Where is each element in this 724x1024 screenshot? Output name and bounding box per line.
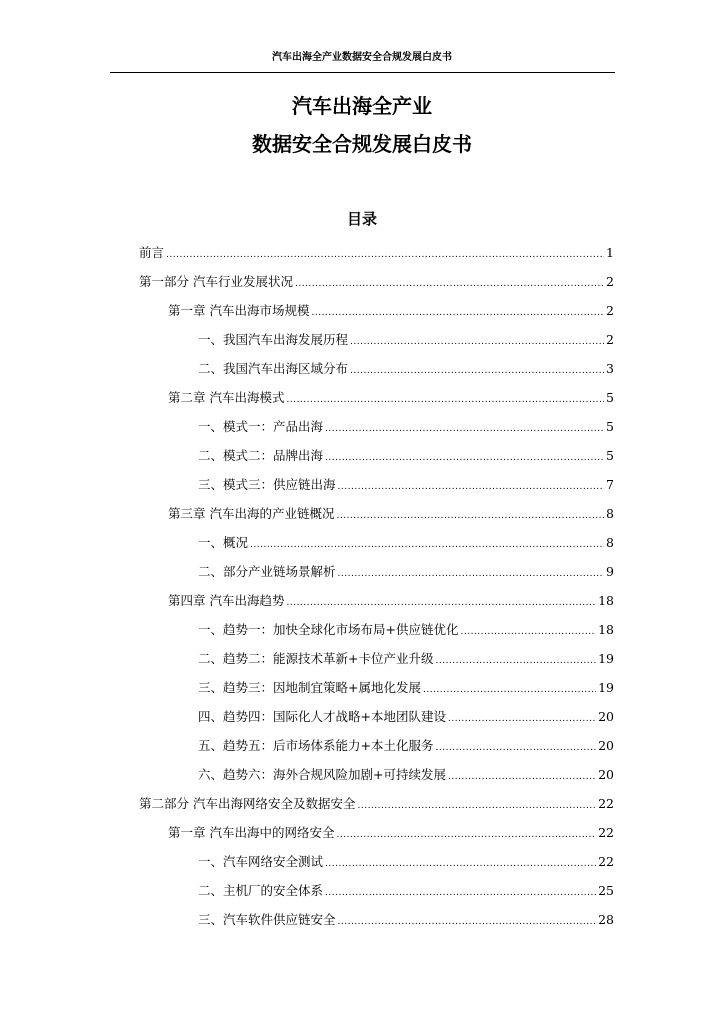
running-header: 汽车出海全产业数据安全合规发展白皮书 xyxy=(272,52,452,63)
toc-entry-label: 五、趋势五：后市场体系能力+本土化服务 xyxy=(198,738,434,753)
toc-leader-dots xyxy=(325,420,604,438)
toc-entry-page: 25 xyxy=(598,883,614,898)
toc-entry-page: 9 xyxy=(606,564,614,579)
toc-entry-page: 19 xyxy=(598,680,614,695)
toc-entry-label: 二、趋势二：能源技术革新+卡位产业升级 xyxy=(198,651,434,666)
toc-entry[interactable] xyxy=(198,737,614,757)
toc-entry-page: 5 xyxy=(606,448,614,463)
toc-entry-page: 8 xyxy=(606,535,614,550)
toc-entry[interactable] xyxy=(198,447,614,467)
toc-leader-dots xyxy=(166,246,604,264)
toc-leader-dots xyxy=(325,855,596,873)
toc-entry-label: 第三章 汽车出海的产业链概况 xyxy=(168,506,335,521)
toc-leader-dots xyxy=(435,652,596,670)
toc-entry-label: 二、我国汽车出海区域分布 xyxy=(198,361,349,376)
toc-entry[interactable] xyxy=(198,766,614,786)
toc-leader-dots xyxy=(338,565,605,583)
document-title-line-2: 数据安全合规发展白皮书 xyxy=(252,132,472,156)
toc-entry-page: 20 xyxy=(598,738,614,753)
toc-entry[interactable] xyxy=(168,505,614,525)
toc-entry-page: 18 xyxy=(598,622,614,637)
toc-entry-label: 二、部分产业链场景解析 xyxy=(198,564,336,579)
toc-entry-label: 三、汽车软件供应链安全 xyxy=(198,912,336,927)
toc-entry-label: 第一部分 汽车行业发展状况 xyxy=(139,274,293,289)
toc-entry[interactable] xyxy=(198,708,614,728)
toc-entry[interactable] xyxy=(198,650,614,670)
toc-entry-label: 第一章 汽车出海中的网络安全 xyxy=(168,825,335,840)
toc-entry[interactable] xyxy=(198,331,614,351)
toc-leader-dots xyxy=(350,362,604,380)
toc-entry-page: 22 xyxy=(598,825,614,840)
toc-leader-dots xyxy=(286,391,604,409)
toc-entry-label: 二、主机厂的安全体系 xyxy=(198,883,324,898)
toc-entry-page: 3 xyxy=(606,361,614,376)
toc-entry-label: 第二章 汽车出海模式 xyxy=(168,390,285,405)
toc-leader-dots xyxy=(423,681,596,699)
toc-entry-page: 1 xyxy=(606,245,614,260)
toc-entry-page: 22 xyxy=(598,796,614,811)
toc-entry-page: 19 xyxy=(598,651,614,666)
toc-entry-label: 一、我国汽车出海发展历程 xyxy=(198,332,349,347)
toc-leader-dots xyxy=(460,623,596,641)
toc-leader-dots xyxy=(325,449,604,467)
toc-entry[interactable] xyxy=(139,273,614,293)
toc-entry-label: 第二部分 汽车出海网络安全及数据安全 xyxy=(139,796,356,811)
toc-entry-page: 2 xyxy=(606,274,614,289)
toc-entry-label: 第四章 汽车出海趋势 xyxy=(168,593,285,608)
toc-entry-page: 2 xyxy=(606,303,614,318)
toc-entry-page: 5 xyxy=(606,390,614,405)
toc-entry[interactable] xyxy=(139,795,614,815)
toc-entry[interactable] xyxy=(198,360,614,380)
toc-entry[interactable] xyxy=(198,853,614,873)
header-rule xyxy=(110,72,615,73)
toc-entry-page: 2 xyxy=(606,332,614,347)
toc-entry-page: 18 xyxy=(598,593,614,608)
toc-entry[interactable] xyxy=(198,679,614,699)
toc-leader-dots xyxy=(336,507,604,525)
toc-leader-dots xyxy=(250,536,604,554)
toc-entry-label: 二、模式二：品牌出海 xyxy=(198,448,324,463)
toc-entry[interactable] xyxy=(198,534,614,554)
toc-entry[interactable] xyxy=(168,824,614,844)
toc-entry-label: 一、模式一：产品出海 xyxy=(198,419,324,434)
toc-entry-label: 一、趋势一：加快全球化市场布局+供应链优化 xyxy=(198,622,459,637)
document-title-line-1: 汽车出海全产业 xyxy=(292,94,432,118)
toc-entry-label: 三、模式三：供应链出海 xyxy=(198,477,336,492)
toc-entry[interactable] xyxy=(198,563,614,583)
toc-leader-dots xyxy=(295,275,604,293)
toc-leader-dots xyxy=(286,594,596,612)
toc-leader-dots xyxy=(435,739,596,757)
toc-entry-label: 前言 xyxy=(139,245,165,260)
toc-entry[interactable] xyxy=(198,621,614,641)
toc-entry[interactable] xyxy=(198,911,614,931)
toc-entry[interactable] xyxy=(168,592,614,612)
toc-entry[interactable] xyxy=(168,389,614,409)
toc-entry-label: 第一章 汽车出海市场规模 xyxy=(168,303,310,318)
toc-entry[interactable] xyxy=(139,244,614,264)
toc-entry-page: 28 xyxy=(598,912,614,927)
toc-entry-label: 一、概况 xyxy=(198,535,249,550)
toc-leader-dots xyxy=(338,478,605,496)
toc-entry[interactable] xyxy=(198,476,614,496)
toc-leader-dots xyxy=(448,710,596,728)
toc-leader-dots xyxy=(336,826,596,844)
toc-entry-page: 20 xyxy=(598,709,614,724)
toc-entry-page: 20 xyxy=(598,767,614,782)
toc-entry[interactable] xyxy=(198,418,614,438)
toc-entry-label: 四、趋势四：国际化人才战略+本地团队建设 xyxy=(198,709,446,724)
toc-entry[interactable] xyxy=(168,302,614,322)
toc-leader-dots xyxy=(311,304,604,322)
toc-entry-label: 六、趋势六：海外合规风险加剧+可持续发展 xyxy=(198,767,446,782)
toc-entry-page: 22 xyxy=(598,854,614,869)
toc-entry-page: 7 xyxy=(606,477,614,492)
toc-entry-page: 8 xyxy=(606,506,614,521)
toc-heading: 目录 xyxy=(346,210,377,228)
toc-leader-dots xyxy=(448,768,596,786)
toc-leader-dots xyxy=(350,333,604,351)
toc-leader-dots xyxy=(357,797,596,815)
toc-entry-label: 三、趋势三：因地制宜策略+属地化发展 xyxy=(198,680,421,695)
toc-leader-dots xyxy=(338,913,597,931)
toc-entry-label: 一、汽车网络安全测试 xyxy=(198,854,324,869)
toc-leader-dots xyxy=(325,884,596,902)
toc-entry-page: 5 xyxy=(606,419,614,434)
toc-entry[interactable] xyxy=(198,882,614,902)
